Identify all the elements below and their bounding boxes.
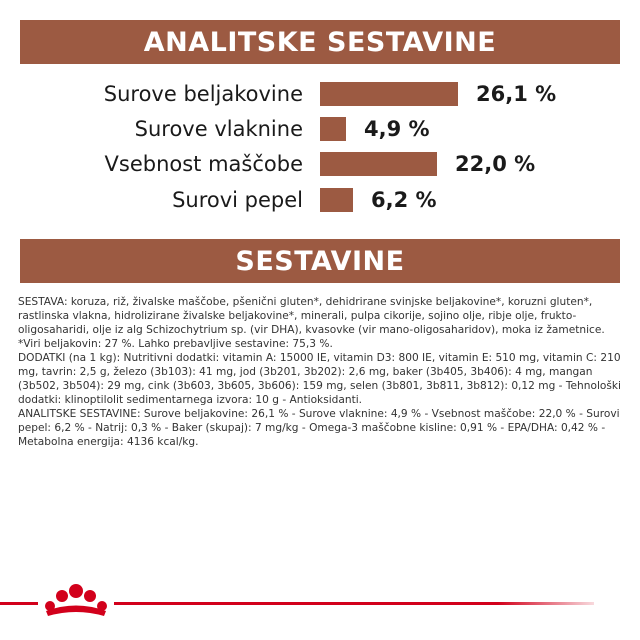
nutrient-value: 26,1 %	[476, 82, 557, 106]
nutrient-bar	[320, 82, 458, 106]
nutrient-bar	[320, 188, 353, 212]
nutrient-value: 4,9 %	[364, 117, 430, 141]
footer-accent-line-right	[114, 602, 594, 605]
analytical-paragraph: ANALITSKE SESTAVINE: Surove beljakovine: 26,1 % - Surove vlaknine: 4,9 % - Vsebnost maščobe: 22,0 % - Surovi pepel: 6,2 % - Natrij: 0,3 % - Baker (skupaj): 7 mg/kg - Omega-3 maščobne kisline: 0,91 % - EPA/DHA: 0,42 % - Metabolna energija: 4136 kcal/kg.	[18, 408, 620, 448]
nutrient-row-fat	[0, 149, 640, 179]
nutrient-label: Surove vlaknine	[134, 117, 303, 141]
nutrient-value: 22,0 %	[455, 152, 536, 176]
ingredients-section-title: SESTAVINE	[20, 239, 620, 283]
nutrient-row-ash	[0, 185, 640, 215]
nutrient-label: Vsebnost maščobe	[104, 152, 303, 176]
nutrient-label: Surovi pepel	[172, 188, 303, 212]
nutrient-row-protein	[0, 79, 640, 109]
composition-paragraph: SESTAVA: koruza, riž, živalske maščobe, pšenični gluten*, dehidrirane svinjske beljakovine*, koruzni gluten*, rastlinska vlakna, hidrolizirane živalske beljakovine*, minerali, pulpa cikorije, sojino olje, ribje olje, frukto-oligosaharidi, olje iz alg Schizochytrium sp. (vir DHA), kvasovke (vir mano-oligosaharidov), moka iz žametnice. *Viri beljakovin: 27 %. Lahko prebavljive sestavine: 75,3 %.	[18, 296, 605, 350]
ingredients-text-block	[18, 295, 622, 449]
nutrient-row-fibre	[0, 114, 640, 144]
nutrient-value: 6,2 %	[371, 188, 437, 212]
additives-paragraph: DODATKI (na 1 kg): Nutritivni dodatki: vitamin A: 15000 IE, vitamin D3: 800 IE, vitamin E: 510 mg, vitamin C: 210 mg, tavrin: 2,5 g, železo (3b103): 41 mg, jod (3b201, 3b202): 2,6 mg, baker (3b405, 3b406): 4 mg, mangan (3b502, 3b504): 29 mg, cink (3b603, 3b605, 3b606): 159 mg, selen (3b801, 3b811, 3b812): 0,12 mg - Tehnološki dodatki: klinoptilolit sedimentarnega izvora: 10 g - Antioksidanti.	[18, 352, 621, 406]
analysis-section-title: ANALITSKE SESTAVINE	[20, 20, 620, 64]
royal-canin-crown-icon	[40, 580, 112, 620]
nutrient-label: Surove beljakovine	[103, 82, 303, 106]
footer-accent-line-left	[0, 602, 38, 605]
nutrient-bar	[320, 152, 437, 176]
nutrient-bar	[320, 117, 346, 141]
